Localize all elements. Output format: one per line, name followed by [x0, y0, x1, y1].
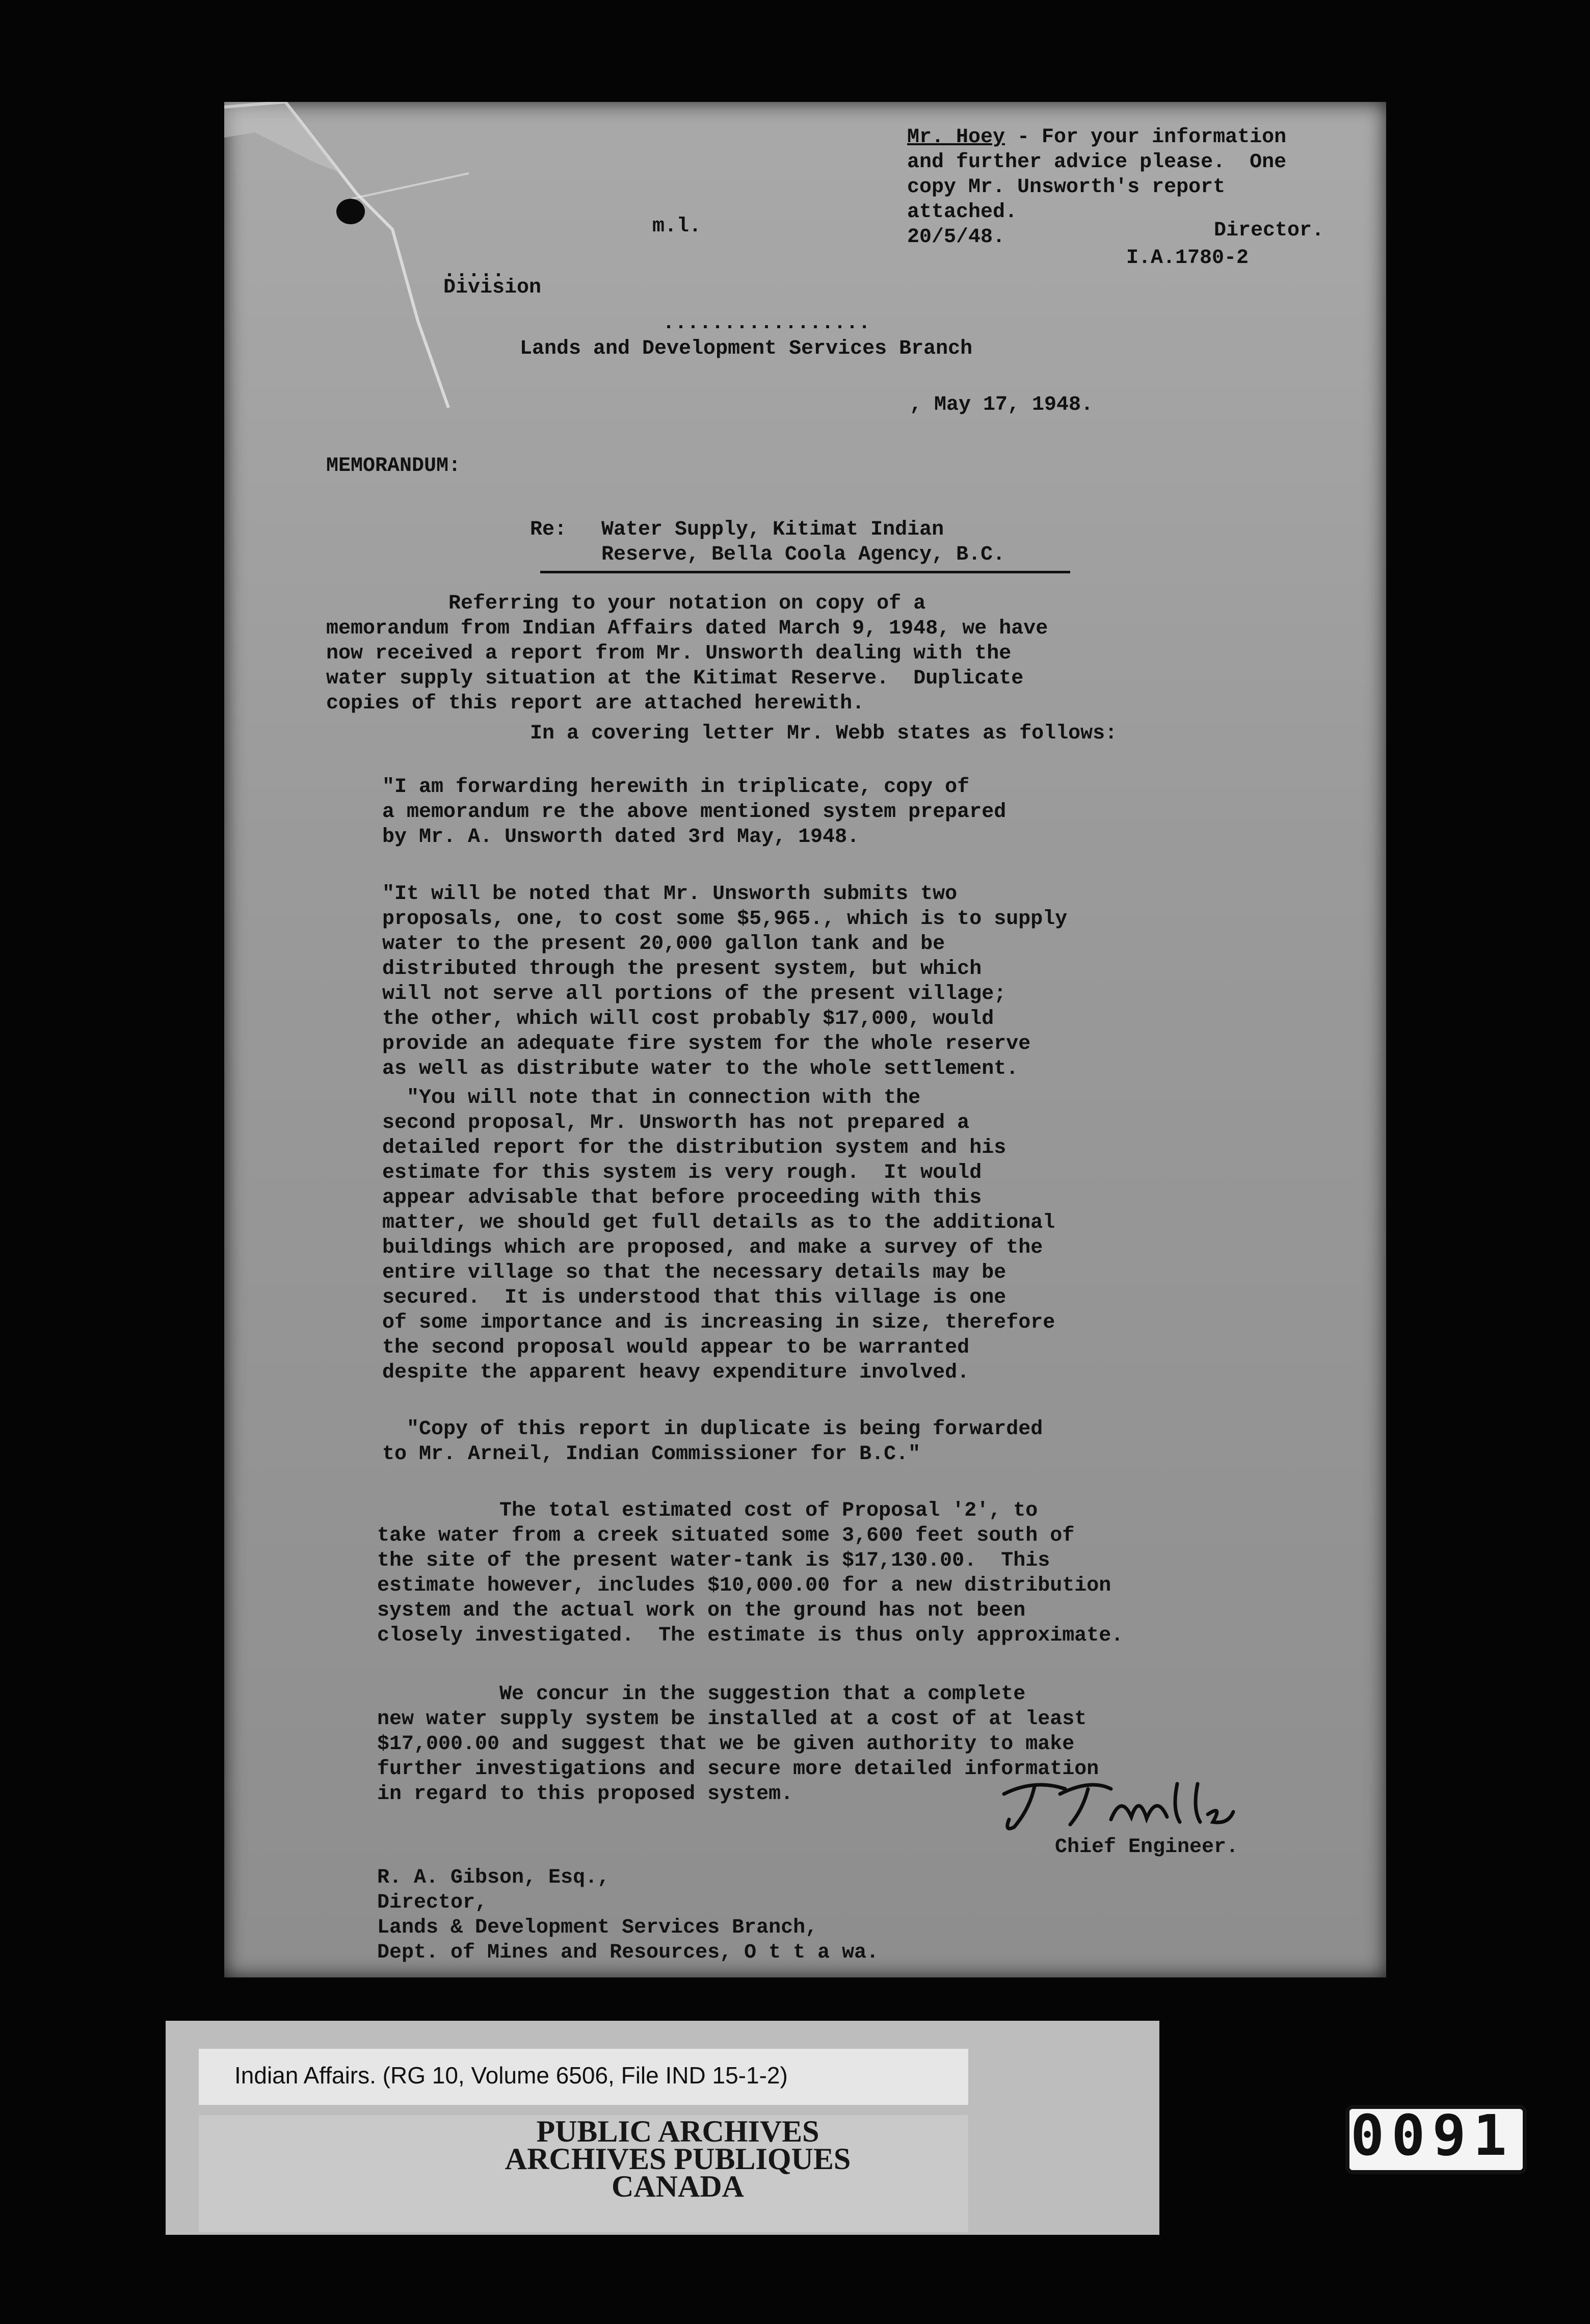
- quote-paragraph-2: "It will be noted that Mr. Unsworth submits two proposals, one, to cost some $5,965., which is to supply water to the present 20,000 gallon tank and be distributed through the present system, but which will not serve all portions of the present village; the other, which will cost probably $17,000, would provide an adequate fire system for the whole reserve as well as distribute water to the whole settlement.: [382, 883, 1068, 1080]
- routing-signoff: Director.: [1214, 219, 1324, 242]
- handwritten-signature: [994, 1774, 1238, 1835]
- subject-underline: [540, 571, 1070, 573]
- memo-heading: MEMORANDUM:: [326, 455, 461, 478]
- archive-line-1: PUBLIC ARCHIVES: [536, 2115, 819, 2148]
- file-reference: I.A.1780-2: [1126, 247, 1249, 270]
- archive-citation: Indian Affairs. (RG 10, Volume 6506, File IND 15-1-2): [234, 2062, 788, 2089]
- recipient-address: R. A. Gibson, Esq., Director, Lands & Development Services Branch, Dept. of Mines and Resources, O t t a wa.: [377, 1866, 879, 1964]
- paragraph-cost-estimate: The total estimated cost of Proposal '2', to take water from a creek situated some 3,600 feet south of the site of the present water-tank is $17,130.00. This estimate however, includes $10,000.00 for a new distribution system and the actual work on the ground has not been closely investigated. The estimate is thus only approximate.: [377, 1499, 1124, 1647]
- paper-tear: [224, 102, 581, 433]
- paragraph-recommendation: We concur in the suggestion that a complete new water supply system be installed at a cost of at least $17,000.00 and suggest that we be given authority to make further investigations and secure more detailed information in regard to this proposed system.: [377, 1683, 1099, 1806]
- routing-text: - For your information and further advice please. One copy Mr. Unsworth's report attached. 20/5/48.: [907, 126, 1287, 249]
- subject-label: Re:: [530, 518, 567, 541]
- frame-number: 0091: [1350, 2103, 1514, 2168]
- branch-name: Lands and Development Services Branch: [520, 337, 973, 360]
- typist-initials: m.l.: [652, 215, 702, 238]
- quote-paragraph-3: "You will note that in connection with the second proposal, Mr. Unsworth has not prepared a detailed report for the distribution system and his estimate for this system is very rough. It would appear advisable that before proceeding with this matter, we should get full details as to the additional buildings which are proposed, and make a survey of the entire village so that the necessary details may be secured. It is understood that this village is one of some importance and is increasing in size, therefore the second proposal would appear to be warranted despite the apparent heavy expenditure involved.: [382, 1087, 1055, 1384]
- division-dots: .....: [443, 260, 505, 283]
- paragraph-1: Referring to your notation on copy of a memorandum from Indian Affairs dated March 9, 1948, we have now received a report from Mr. Unsworth dealing with the water supply situation at the Kitimat Reserve. Duplicate copies of this report are attached herewith.: [326, 592, 1048, 715]
- division-label: Division: [443, 276, 542, 299]
- signatory-title: Chief Engineer.: [1055, 1836, 1239, 1859]
- memo-date: , May 17, 1948.: [910, 393, 1094, 416]
- archive-line-3: CANADA: [612, 2170, 744, 2203]
- branch-dots: .................: [662, 312, 871, 335]
- quote-paragraph-4: "Copy of this report in duplicate is being forwarded to Mr. Arneil, Indian Commissioner for B.C.": [382, 1418, 1043, 1466]
- punch-hole: [336, 199, 365, 224]
- paragraph-2: In a covering letter Mr. Webb states as follows:: [530, 722, 1118, 745]
- quote-paragraph-1: "I am forwarding herewith in triplicate, copy of a memorandum re the above mentioned system prepared by Mr. A. Unsworth dated 3rd May, 1948.: [382, 776, 1006, 849]
- subject-text: Water Supply, Kitimat Indian Reserve, Bella Coola Agency, B.C.: [601, 518, 1005, 566]
- archive-line-2: ARCHIVES PUBLIQUES: [505, 2142, 851, 2176]
- routing-name: Mr. Hoey: [907, 126, 1005, 149]
- memo-page: [224, 102, 1386, 1977]
